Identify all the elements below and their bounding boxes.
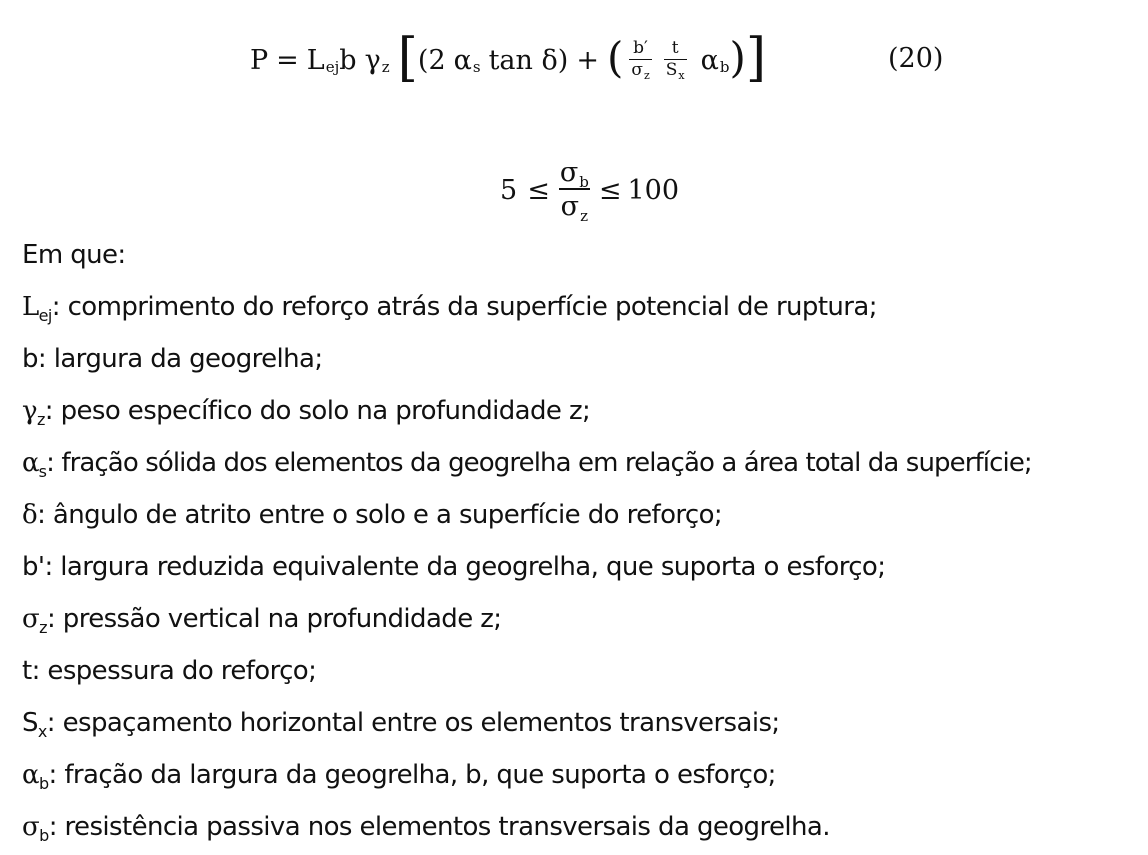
- ineq-fraction: [558, 156, 591, 225]
- eq-fraction-t-over-sx: [664, 40, 687, 80]
- definition-item: [22, 708, 780, 741]
- sigma-b-symbol: σ: [559, 156, 579, 188]
- definition-symbol: α: [22, 760, 39, 790]
- definition-item: [22, 448, 1032, 481]
- definition-subscript: s: [38, 462, 47, 481]
- eq-tan-delta: tan δ: [488, 44, 558, 76]
- definition-text: : espessura do reforço;: [31, 656, 317, 686]
- definition-text: : ângulo de atrito entre o solo e a superfície do reforço;: [37, 500, 723, 530]
- definition-text: : pressão vertical na profundidade z;: [46, 604, 502, 634]
- definition-subscript: b: [39, 826, 49, 845]
- definition-text: : fração sólida dos elementos da geogrelha em relação a área total da superfície;: [46, 448, 1032, 478]
- definition-text: : largura reduzida equivalente da geogrelha, que suporta o esforço;: [44, 552, 886, 582]
- definition-item: [22, 552, 885, 582]
- definition-item: [22, 396, 591, 429]
- definition-item: [22, 292, 877, 325]
- definition-symbol: σ: [22, 812, 40, 842]
- ineq-right-value: 100: [627, 174, 680, 206]
- fraction-numerator: [558, 156, 591, 191]
- eq-b-symbol: b: [339, 44, 357, 76]
- definition-text: : espaçamento horizontal entre os elementos transversais;: [46, 708, 780, 738]
- definition-item: [22, 344, 323, 374]
- sigma-subscript: z: [643, 69, 650, 82]
- definition-text: : resistência passiva nos elementos transversais da geogrelha.: [48, 812, 830, 842]
- s-subscript: x: [678, 69, 685, 82]
- s-symbol: S: [665, 60, 678, 80]
- eq-l-subscript: ej: [325, 58, 340, 76]
- eq-fraction-b-prime-over-sigma: [629, 40, 651, 80]
- eq-lhs-p: P: [250, 44, 269, 76]
- definition-symbol: t: [22, 656, 32, 686]
- equation-number: (20): [888, 43, 944, 74]
- fraction-denominator: [664, 59, 687, 80]
- fraction-denominator: [629, 59, 651, 80]
- sigma-symbol: σ: [631, 60, 643, 80]
- eq-plus: +: [576, 44, 599, 76]
- definition-symbol: δ: [22, 500, 38, 530]
- eq-alpha-b-subscript: b: [719, 58, 730, 76]
- definition-symbol: σ: [22, 604, 40, 634]
- sigma-z-subscript: z: [580, 207, 588, 225]
- definition-subscript: b: [38, 774, 49, 793]
- definition-item: [22, 604, 502, 637]
- eq-gamma-subscript: z: [381, 58, 390, 76]
- eq-alpha-b-symbol: α: [700, 44, 719, 76]
- eq-l-symbol: L: [306, 44, 325, 76]
- definition-text: : peso específico do solo na profundidade z;: [44, 396, 591, 426]
- eq-two: 2: [428, 44, 446, 76]
- inequality-constraint: [500, 155, 679, 225]
- definition-symbol: b: [22, 344, 38, 374]
- intro-text: Em que:: [22, 240, 126, 270]
- definition-text: : fração da largura da geogrelha, b, que suporta o esforço;: [48, 760, 776, 790]
- fraction-denominator: [559, 188, 590, 225]
- fraction-numerator: t: [671, 38, 679, 59]
- definition-symbol: b': [22, 552, 45, 582]
- eq-close-paren-big: ): [729, 33, 746, 82]
- definition-subscript: x: [37, 722, 47, 741]
- fraction-numerator: b′: [633, 38, 648, 59]
- eq-open-paren-big: (: [606, 33, 624, 82]
- definition-text: : comprimento do reforço atrás da superfície potencial de ruptura;: [51, 292, 877, 322]
- definition-symbol: γ: [22, 396, 37, 426]
- sigma-z-symbol: σ: [560, 191, 580, 222]
- eq-open-bracket: [: [397, 28, 418, 88]
- equation-20: [250, 30, 766, 90]
- definition-symbol: L: [22, 292, 39, 322]
- definition-item: [22, 812, 830, 845]
- definition-item: [22, 500, 722, 530]
- eq-close-bracket: ]: [745, 28, 767, 88]
- eq-gamma-symbol: γ: [364, 44, 381, 76]
- definition-symbol: S: [22, 708, 38, 738]
- definition-symbol: α: [22, 448, 39, 478]
- sigma-b-subscript: b: [579, 172, 589, 191]
- definition-text: : largura da geogrelha;: [37, 344, 323, 374]
- ineq-left-value: 5: [500, 174, 518, 206]
- eq-alpha-s-subscript: s: [472, 58, 481, 76]
- eq-equals: =: [276, 44, 299, 76]
- definition-item: [22, 760, 776, 793]
- definition-item: [22, 656, 316, 686]
- eq-open-paren: (: [417, 44, 429, 76]
- definition-subscript: ej: [38, 306, 52, 325]
- ineq-leq-left: ≤: [527, 174, 550, 206]
- definition-subscript: z: [39, 618, 47, 637]
- ineq-leq-right: ≤: [598, 174, 622, 206]
- definition-subscript: z: [36, 410, 45, 429]
- eq-close-paren: ): [557, 44, 569, 76]
- eq-alpha-s-symbol: α: [453, 44, 472, 76]
